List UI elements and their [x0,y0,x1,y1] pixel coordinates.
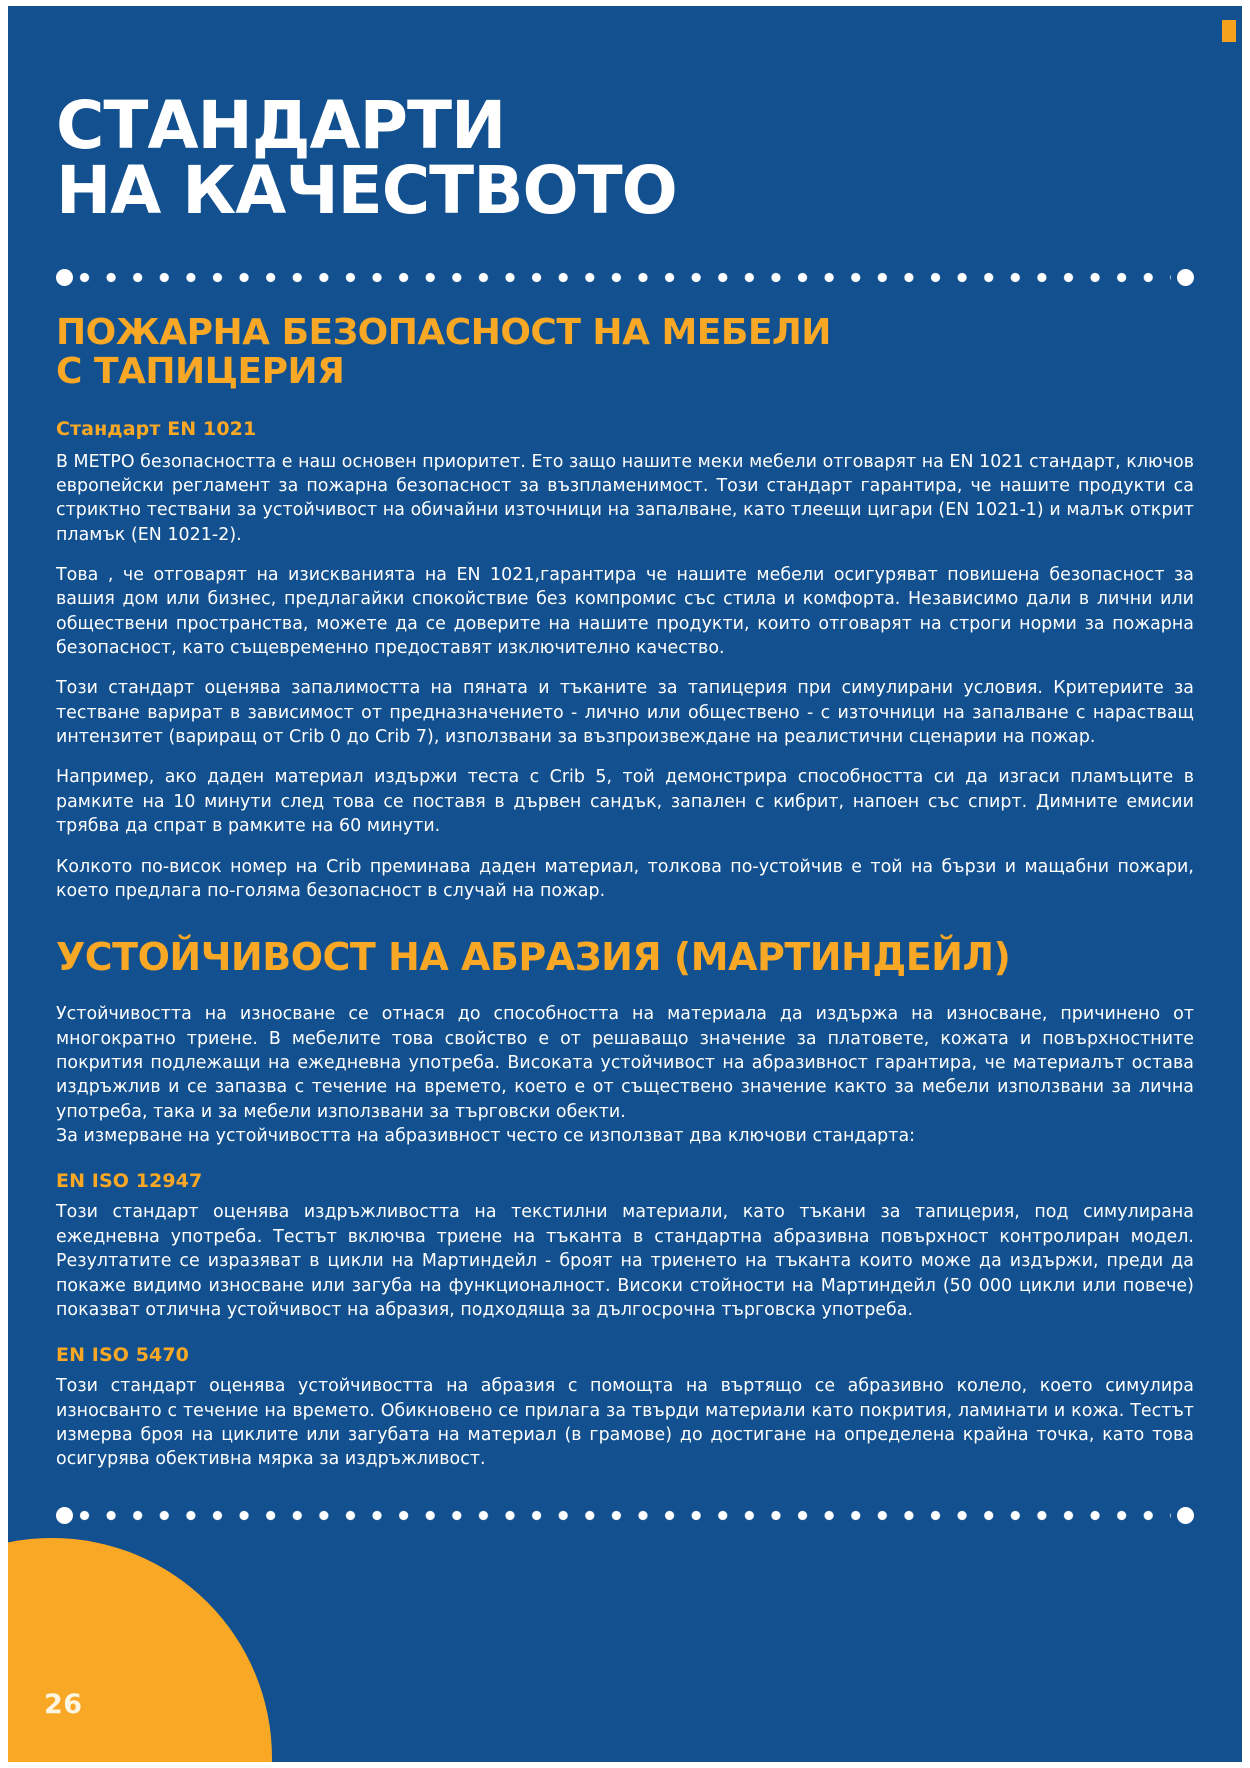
subheading-en-iso-5470: EN ISO 5470 [56,1344,189,1367]
page-edge-left [0,0,8,1768]
paragraph-fire-4: Например, ако даден материал издържи теста с Crib 5, той демонстрира способността си да изгаси пламъците в рамките на 10 минути след това се поставя в дървен сандък, запален с кибрит, напоен със спирт. Димните емисии трябва да спрат в рамките на 60 минути. [56,767,1194,837]
paragraph-fire-1: В МЕТРО безопасността е наш основен приоритет. Ето защо нашите меки мебели отговарят на EN 1021 стандарт, ключов европейски регламент за пожарна безопасност за възпламенимост. Този стандарт гарантира, че нашите продукти са стриктно тествани за устойчивост на обичайни източници на запалване, като тлеещи цигари (EN 1021-1) и малък открит пламък (EN 1021-2). [56,451,1194,545]
dotted-divider-top [56,268,1194,288]
page-content [0,44,1250,1525]
page-edge-right [1242,0,1250,1768]
page-title-line-2: НА КАЧЕСТВОТО [56,151,677,229]
divider-dots [79,272,1171,283]
paragraph-fire-3: Този стандарт оценява запалимостта на пяната и тъканите за тапицерия при симулирани условия. Критериите за тестване варират в зависимост от предназначението - лично или обществено - с източници на запалване с нарастващ интензитет (вариращ от Crib 0 до Crib 7), използвани за възпроизвеждане на реалистични сценарии на пожар. [56,678,1194,748]
divider-dot-large [56,269,73,286]
section-heading-abrasion: УСТОЙЧИВОСТ НА АБРАЗИЯ (МАРТИНДЕЙЛ) [56,935,1011,980]
divider-dot-large-bottom-end [1177,1507,1194,1524]
page-edge-top [0,0,1250,6]
paragraph-fire-5: Колкото по-висок номер на Crib преминава даден материал, толкова по-устойчив е той на бързи и мащабни пожари, което предлага по-голяма безопасност в случай на пожар. [56,856,1194,901]
divider-dots-bottom [79,1510,1171,1521]
paragraph-fire-2: Това , че отговарят на изискванията на EN 1021,гарантира че нашите мебели осигуряват повишена безопасност за вашия дом или бизнес, предлагайки спокойствие без компромис със стила и комфорта. Независимо дали в лични или обществени пространства, можете да се доверите на нашите продукти, които отговарят на строги норми за пожарна безопасност, като същевременно предоставят изключително качество. [56,564,1194,659]
subheading-en-1021: Стандарт EN 1021 [56,417,257,440]
divider-dot-large-end [1177,269,1194,286]
divider-dot-large-bottom [56,1507,73,1524]
paragraph-abrasion-intro-2: За измерване на устойчивостта на абразивност често се използват два ключови стандарта: [56,1126,916,1147]
spacer-abrasion [56,984,1194,1002]
section-heading-fire-safety [56,311,1194,392]
paragraph-en-iso-5470: Този стандарт оценява устойчивостта на абразия с помощта на въртящо се абразивно колело, което симулира износванто с течение на времето. Обикновено се прилага за твърди материали като покрития, ламинати и кожа. Тестът измерва броя на циклите или загубата на материал (в грамове) до достигане на определена крайна точка, като това осигурява обективна мярка за издръжливост. [56,1376,1194,1470]
corner-circle-decoration [0,1538,272,1768]
section-heading-fire-safety-line-2: С ТАПИЦЕРИЯ [56,350,345,392]
paragraph-en-iso-12947: Този стандарт оценява издръжливостта на текстилни материали, като тъкани за тапицерия, под симулирана ежедневна употреба. Тестът включва триене на тъканта в стандартна абразивна повърхност контролиран модел. Резултатите се изразяват в цикли на Мартиндейл - броят на триенето на тъканта които може да издържи, преди да покаже видимо износване или загуба на функционалност. Високи стойности на Мартиндейл (50 000 цикли или повече) показват отлична устойчивост на абразия, подходяща за дългосрочна търговска употреба. [56,1202,1194,1320]
page-title [56,44,1194,229]
subheading-en-iso-12947: EN ISO 12947 [56,1170,203,1193]
corner-accent-mark [1222,20,1236,42]
page-number: 26 [44,1689,83,1720]
page-title-line-1: СТАНДАРТИ [56,87,506,165]
page-edge-bottom [0,1762,1250,1768]
section-heading-fire-safety-line-1: ПОЖАРНА БЕЗОПАСНОСТ НА МЕБЕЛИ [56,311,831,353]
paragraph-abrasion-intro: Устойчивостта на износване се отнася до способността на материала да издържа на износване, причинено от многократно триене. В мебелите това свойство е от решаващо значение за платовете, кожата и повърхностните покрития подлежащи на ежедневна употреба. Високата устойчивост на абразивност гарантира, че материалът остава издръжлив и се запазва с течение на времето, което е от съществено значение както за мебели използвани за лична употреба, така и за мебели използвани за търговски обекти. [56,1004,1194,1122]
dotted-divider-bottom [56,1506,1194,1526]
